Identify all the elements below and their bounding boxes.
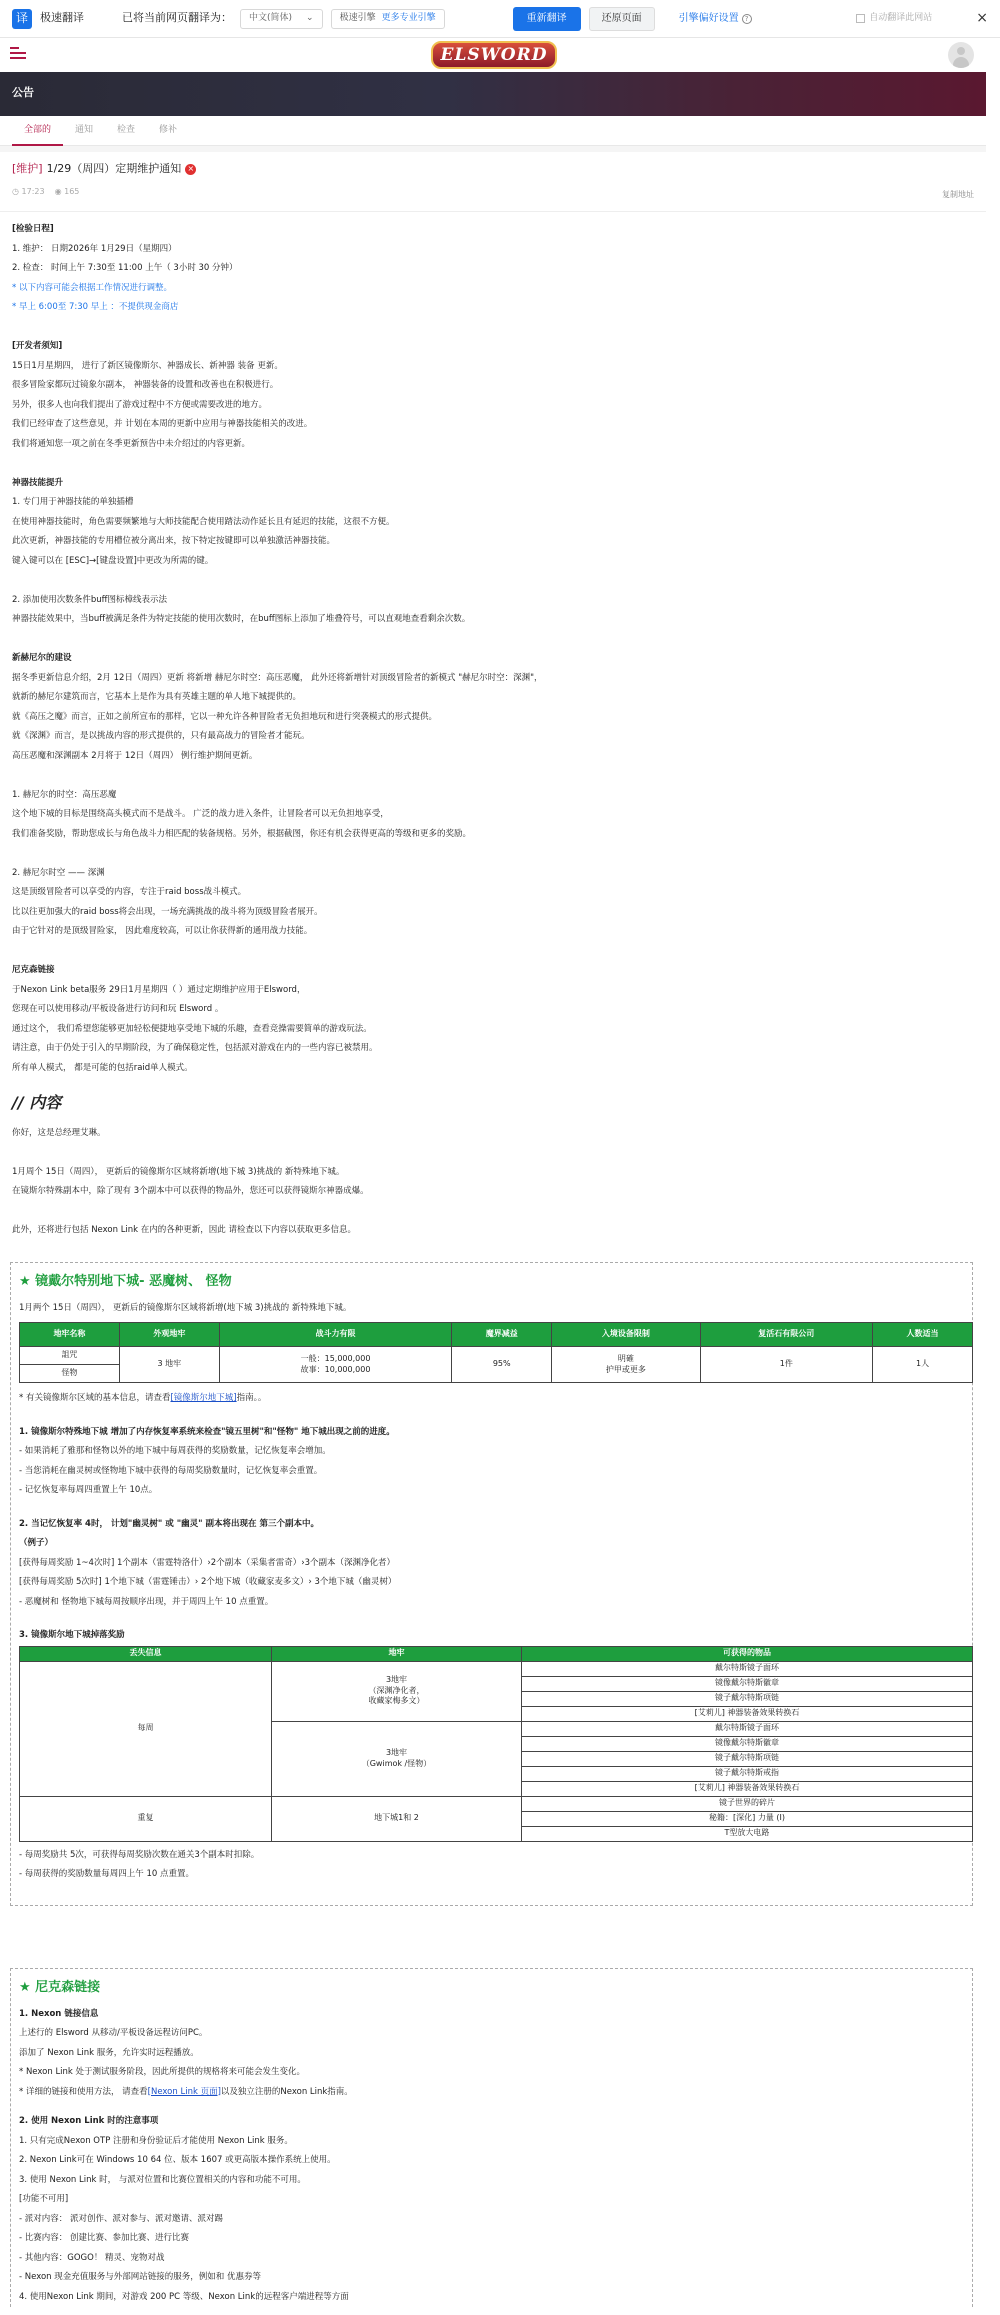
paragraph: 此次更新，神器技能的专用槽位被分离出来，按下特定按键即可以单独激活神器技能。 [12,536,336,546]
paragraph: 另外，很多人也向我们提出了游戏过程中不方便或需要改进的地方。 [12,399,268,410]
table-cell: 怪物 [20,1365,120,1383]
drop-reward-table [19,1646,973,1842]
more-engines-link[interactable]: 更多专业引擎 [381,13,436,24]
checkbox-icon [856,14,865,23]
paragraph: （例子） [19,1538,54,1549]
paragraph: [检验日程] [12,224,54,234]
table-cell: 镜子世界的碎片 [522,1796,973,1811]
table-cell: 镜子戴尔特斯项链 [522,1751,973,1766]
paragraph: - Nexon 现金充值服务与外部网站链接的服务，例如和 优惠券等 [19,2272,261,2283]
paragraph: 1. 维护： 日期2026年 1月29日（星期四） [12,243,177,254]
paragraph: * 详细的链接和使用方法， 请查看[Nexon Link 页面]以及独立注册的Nexon Link指南。 [19,2086,353,2097]
close-icon[interactable]: × [976,10,988,27]
paragraph: 1. 专门用于神器技能的单独插槽 [12,497,134,507]
post-content [12,220,974,1241]
paragraph: 2. Nexon Link可在 Windows 10 64 位、版本 1607 或更高版本操作系统上使用。 [19,2155,336,2166]
retranslate-button[interactable]: 重新翻译 [513,7,581,31]
paragraph: - 当您消耗在幽灵树或怪物地下城中获得的每周奖励数量时，记忆恢复率会重置。 [19,1465,323,1476]
paragraph: 神器技能效果中，当buff被满足条件为特定技能的使用次数时，在buff图标上添加了堆叠符号，可以直观地查看剩余次数。 [12,614,471,624]
paragraph: 此外，还将进行包括 Nexon Link 在内的各种更新，因此 请检查以下内容以获取更多信息。 [12,1225,357,1236]
table-cell: 戴尔特斯镜子面环 [522,1661,973,1676]
paragraph: 1. 赫尼尔的时空：高压恶魔 [12,789,117,800]
table-header: 可获得的物品 [522,1646,973,1661]
paragraph: 这是顶级冒险者可以享受的内容，专注于raid boss战斗模式。 [12,887,247,897]
paragraph: 在使用神器技能时，角色需要频繁地与大师技能配合使用踏法动作延长且有延迟的技能，这很不方便。 [12,516,395,527]
paragraph: 2. 检查： 时间上午 7:30至 11:00 上午（ 3小时 30 分钟） [12,263,238,273]
paragraph: - 如果消耗了雅那和怪物以外的地下城中每周获得的奖励数量，记忆恢复率会增加。 [19,1446,331,1457]
engine-prefs-link[interactable] [679,12,752,26]
paragraph: 3. 镜像斯尔地下城掉落奖励 [19,1630,125,1641]
table-cell: 1件 [700,1347,873,1383]
table-cell: 3 地牢 [119,1347,219,1383]
table-header: 地牢名称 [20,1323,120,1347]
paragraph: 就《高压之魔》而言，正如之前所宣布的那样，它以一种允许各种冒险者无负担地玩和进行突袭模式的形式提供。 [12,711,438,722]
paragraph: 您现在可以使用移动/平板设备进行访问和玩 Elsword 。 [12,1004,224,1014]
site-header [0,38,986,72]
paragraph: 请注意，由于仍处于引入的早期阶段，为了确保稳定性，包括派对游戏在内的一些内容已被禁用。 [12,1043,378,1053]
content-heading: // 内容 [12,1093,62,1112]
table-cell: 95% [452,1347,552,1383]
post-meta [12,187,974,198]
paragraph: 所有单人模式， 都是可能的包括raid单人模式。 [12,1062,193,1073]
nexon-link-page-link[interactable]: [Nexon Link 页面] [147,2086,221,2097]
table-cell: 3地牢 （深渊净化者， 收藏家梅多文） [272,1661,522,1721]
paragraph: - 每周获得的奖励数量每周四上午 10 点重置。 [19,1869,194,1880]
translate-prompt: 已将当前网页翻译为： [122,11,232,25]
paragraph: 在镜斯尔特殊副本中，除了现有 3个副本中可以获得的物品外，您还可以获得镜斯尔神器成爆。 [12,1186,369,1197]
table-cell: 镜子戴尔特斯项链 [522,1691,973,1706]
tab-inspection[interactable]: 检查 [117,125,136,135]
table-cell: 戴尔特斯镜子面环 [522,1721,973,1736]
paragraph: 我们已经审查了这些意见，并 计划在本周的更新中应用与神器技能相关的改进。 [12,419,313,429]
translate-toolbar [0,0,1000,38]
paragraph: 比以往更加强大的raid boss将会出现，一场充满挑战的战斗将为顶级冒险者展开。 [12,906,323,917]
table-cell: [艾莉儿] 神器装备效果转换石 [522,1706,973,1721]
paragraph: 就《深渊》而言，是以挑战内容的形式提供的，只有最高战力的冒险者才能玩。 [12,731,310,741]
avatar[interactable] [948,42,974,68]
table-cell: 地下城1和 2 [272,1796,522,1841]
table-cell: [艾莉儿] 神器装备效果转换石 [522,1781,973,1796]
post-header [0,152,986,212]
tab-notice[interactable]: 通知 [75,125,94,135]
paragraph: - 比赛内容： 创建比赛、参加比赛、进行比赛 [19,2233,189,2244]
paragraph: 1. 只有完成Nexon OTP 注册和身份验证后才能使用 Nexon Link 服务。 [19,2135,293,2146]
paragraph: [获得每周奖励 5次时] 1个地下城（雷霆锤击）› 2个地下城（收藏家麦多文）› 3个地下城（幽灵树） [19,1577,397,1588]
table-header: 地牢 [272,1646,522,1661]
table-header: 人数适当 [873,1323,973,1347]
table-cell: 镜子戴尔特斯戒指 [522,1766,973,1781]
paragraph: 就新的赫尼尔建筑而言，它基本上是作为具有英雄主题的单人地下城提供的。 [12,692,302,702]
table-cell: 重复 [20,1796,272,1841]
paragraph: - 派对内容： 派对创作、派对参与、派对邀请、派对踢 [19,2213,223,2224]
auto-translate-checkbox[interactable] [856,12,932,24]
paragraph: 你好，这是总经理艾琳。 [12,1127,106,1138]
table-cell: 詛咒 [20,1347,120,1365]
paragraph: 据冬季更新信息介绍，2月 12日（周四）更新 将新增 赫尼尔时空：高压恶魔， 此外还将新增针对顶级冒险者的新模式 "赫尼尔时空：深渊"， [12,672,543,683]
table-cell: 秘籍：[深化] 力量 (I) [522,1811,973,1826]
paragraph: 由于它针对的是顶级冒险家， 因此难度较高，可以让你获得新的通用战力技能。 [12,926,313,936]
post-title-text: 1/29（周四）定期维护通知 [46,162,182,175]
paragraph: 高压恶魔和深渊副本 2月将于 12日（周四） 例行维护期间更新。 [12,750,258,761]
post-time: ◷ 17:23 [12,186,45,196]
paragraph: * Nexon Link 处于测试服务阶段，因此所提供的规格将来可能会发生变化。 [19,2067,306,2078]
paragraph: * 以下内容可能会根据工作情况进行调整。 [12,282,172,293]
table-cell: 镜像戴尔特斯徽章 [522,1676,973,1691]
table-header: 复活石有限公司 [700,1323,873,1347]
paragraph: 键入键可以在 [ESC]→[键盘设置]中更改为所需的键。 [12,555,214,566]
chevron-down-icon: ⌄ [306,13,314,24]
paragraph: 2. 使用 Nexon Link 时的注意事项 [19,2116,159,2127]
table-header: 魔界减益 [452,1323,552,1347]
mirror-dungeon-section [10,1262,973,1906]
paragraph: 我们准备奖励，帮助您成长与角色战斗力相匹配的装备规格。另外，根据截图，你还有机会获得更高的等级和更多的奖励。 [12,828,472,839]
section-title: ★ 镜戴尔特别地下城- 恶魔树、 怪物 [19,1274,232,1289]
table-cell: 一般：15,000,000 故事：10,000,000 [219,1347,452,1383]
translate-app-name: 极速翻译 [40,11,84,25]
paragraph: [开发者须知] [12,341,63,351]
post-views: ◉ 165 [54,186,80,196]
tab-all[interactable]: 全部的 [12,116,63,146]
post-tag: [维护] [12,162,43,175]
paragraph: 2. 赫尼尔时空 —— 深渊 [12,867,105,878]
elsword-logo[interactable] [440,40,548,70]
paragraph: 尼克森链接 [12,965,55,975]
language-select[interactable] [240,9,323,29]
logo-text: ELSWORD [431,41,558,70]
restore-page-button[interactable]: 还原页面 [589,7,655,31]
paragraph: 15日1月星期四， 进行了新区镜像斯尔、神器成长、新神器 装备 更新。 [12,360,283,371]
paragraph: 1月两个 15日（周四）， 更新后的镜像斯尔区域将新增(地下城 3)挑战的 新特殊地下城。 [19,1302,352,1313]
paragraph: 1. Nexon 链接信息 [19,2008,99,2019]
paragraph: 2. 当记忆恢复率 4时， 计划"幽灵树" 或 "幽灵" 副本将出现在 第三个副本中。 [19,1518,319,1529]
nexon-link-section [10,1968,973,2307]
table-cell: T型放大电路 [522,1826,973,1841]
paragraph: 1. 镜像斯尔特殊地下城 增加了内存恢复率系统来检查"镜五里树"和"怪物" 地下城出现之前的进度。 [19,1426,395,1437]
paragraph: [功能不可用] [19,2194,69,2205]
menu-icon[interactable] [10,47,28,61]
paragraph: 添加了 Nexon Link 服务，允许实时远程播放。 [19,2047,199,2058]
table-cell: 镜像戴尔特斯徽章 [522,1736,973,1751]
paragraph: 通过这个， 我们希望您能够更加轻松便捷地享受地下城的乐趣，查看竞操需要简单的游戏玩法。 [12,1023,372,1034]
section-title: 公告 [12,86,34,99]
paragraph: * 有关镜像斯尔区域的基本信息，请查看[镜像斯尔地下城]指南。。 [19,1393,267,1404]
engine-value: 极速引擎 [339,13,376,24]
dungeon-info-table [19,1322,973,1383]
paragraph: 新赫尼尔的建设 [12,653,72,663]
copy-address-link[interactable]: 复制地址 [942,190,974,199]
translate-logo-icon: 译 [12,9,32,29]
help-icon: ? [742,14,752,24]
post-title [12,162,974,177]
table-header: 入境设备限制 [552,1323,700,1347]
section-banner [0,72,986,116]
section-title: ★ 尼克森链接 [19,1980,101,1995]
table-header: 外观地牢 [119,1323,219,1347]
paragraph: - 恶魔树和 怪物地下城每周按顺序出现，并于周四上午 10 点重置。 [19,1596,274,1607]
paragraph: 上述行的 Elsword 从移动/平板设备远程访问PC。 [19,2028,208,2039]
engine-prefs-label: 引擎偏好设置 [678,12,739,24]
engine-select[interactable] [331,9,445,29]
paragraph: 神器技能提升 [12,477,64,488]
paragraph: 3. 使用 Nexon Link 时， 与派对位置和比赛位置相关的内容和功能不可用。 [19,2174,306,2185]
paragraph: [获得每周奖励 1~4次时] 1个副本（雷霆特洛什）›2个副本（采集者雷奇）›3个副本（深渊净化者） [19,1557,396,1568]
table-cell: 3地牢 （Gwimok /怪物） [272,1721,522,1796]
paragraph: * 早上 6:00至 7:30 早上 ：不提供现金商店 [12,302,179,312]
paragraph: 1月周个 15日（周四）， 更新后的镜像斯尔区域将新增(地下城 3)挑战的 新特殊地下城。 [12,1166,345,1177]
paragraph: - 记忆恢复率每周四重置上午 10点。 [19,1485,158,1496]
paragraph: 我们将通知您一项之前在冬季更新预告中未介绍过的内容更新。 [12,438,251,449]
paragraph: 这个地下城的目标是围绕高头模式而不是战斗。 广泛的战力进入条件，让冒险者可以无负担地享受， [12,809,389,819]
paragraph: - 每周奖励共 5次，可获得每周奖励次数在通关3个副本时扣除。 [19,1849,260,1860]
paragraph: - 其他内容：GOGO！ 精灵、宠物对战 [19,2252,165,2263]
paragraph: 4. 使用Nexon Link 期间，对游戏 200 PC 等级、Nexon Link的远程客户端进程等方面 [19,2291,349,2302]
tab-patch[interactable]: 修补 [159,125,178,135]
table-cell: 明確 护甲或更多 [552,1347,700,1383]
language-value: 中文(简体) [249,13,293,24]
close-circle-icon: × [185,164,196,175]
mirror-dungeon-link[interactable]: [镜像斯尔地下城] [170,1393,237,1404]
paragraph: 2. 添加使用次数条件buff图标樟线表示法 [12,594,167,605]
paragraph: 很多冒险家都玩过镜象尔副本， 神器装备的设置和改善也在积极进行。 [12,380,279,390]
auto-translate-label: 自动翻译此网站 [869,13,933,24]
table-cell: 1人 [873,1347,973,1383]
table-header: 丢失信息 [20,1646,272,1661]
category-tabs [0,116,986,146]
paragraph: 于Nexon Link beta服务 29日1月星期四（ ）通过定期维护应用于Elsword， [12,984,306,995]
table-header: 战斗力有限 [219,1323,452,1347]
table-cell: 每周 [20,1661,272,1796]
